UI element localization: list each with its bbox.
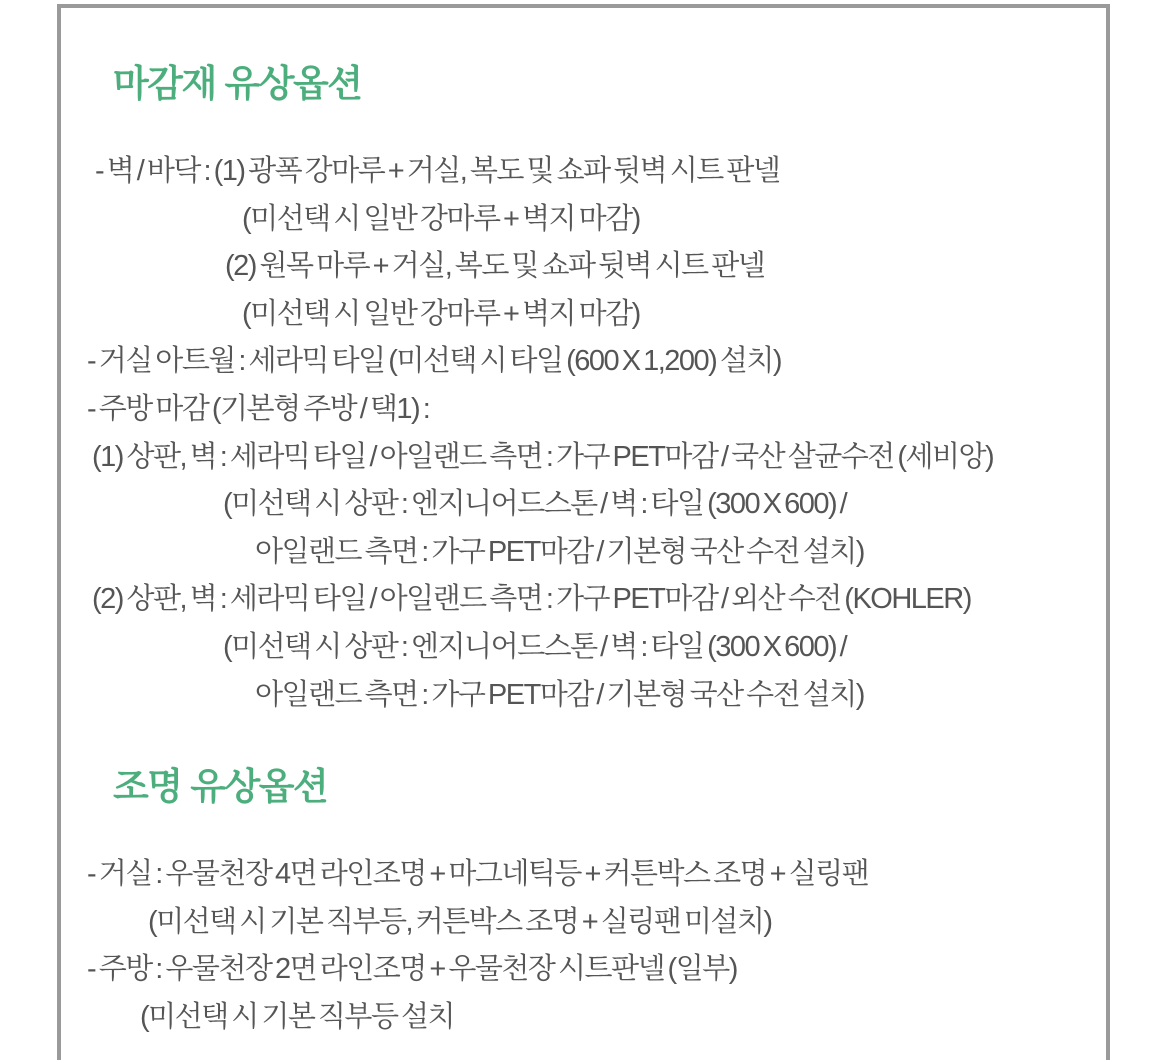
option-line-wall-floor: - 벽 / 바닥 : (1) 광폭 강마루 + 거실, 복도 및 쇼파 뒷벽 시트 판넬 [95, 155, 780, 187]
option-line-kitchen-1: (1) 상판, 벽 : 세라믹 타일 / 아일랜드 측면 : 가구 PET마감 / 국산 살균수전 (세비앙) [92, 440, 994, 473]
option-line-default-note: (미선택 시 기본 직부등 설치 [140, 1000, 455, 1033]
option-line-kitchen-finish: - 주방 마감 (기본형 주방 / 택1) : [87, 392, 430, 425]
option-line-livingroom: - 거실 : 우물천장 4면 라인조명 + 마그네틱등 + 커튼박스 조명 + 실링팬 [87, 858, 869, 890]
option-line-kitchen: - 주방 : 우물천장 2면 라인조명 + 우물천장 시트판넬 (일부) [87, 953, 737, 986]
option-line-artwall: - 거실 아트월 : 세라믹 타일 (미선택 시 타일 (600 X 1,200) 설치) [87, 345, 782, 378]
option-line-default-note-cont: 아일랜드 측면 : 가구 PET마감 / 기본형 국산 수전 설치) [255, 535, 864, 568]
option-line-default-note: (미선택 시 상판 : 엔지니어드스톤 / 벽 : 타일 (300 X 600) / [223, 488, 847, 521]
section-heading-lighting: 조명 유상옵션 [113, 766, 328, 807]
option-line-default-note: (미선택 시 일반 강마루 + 벽지 마감) [242, 202, 640, 235]
section-body-lighting [61, 851, 1106, 1041]
option-line-default-note: (미선택 시 기본 직부등, 커튼박스 조명 + 실링팬 미설치) [148, 905, 772, 938]
option-line-wood-floor: (2) 원목 마루 + 거실, 복도 및 쇼파 뒷벽 시트 판넬 [225, 250, 765, 283]
option-line-default-note: (미선택 시 일반 강마루 + 벽지 마감) [242, 297, 640, 330]
option-line-default-note-cont: 아일랜드 측면 : 가구 PET마감 / 기본형 국산 수전 설치) [255, 678, 864, 711]
option-line-default-note: (미선택 시 상판 : 엔지니어드스톤 / 벽 : 타일 (300 X 600) / [223, 630, 847, 663]
section-body-finishing-materials [61, 148, 1106, 719]
option-line-kitchen-2: (2) 상판, 벽 : 세라믹 타일 / 아일랜드 측면 : 가구 PET마감 / 외산 수전 (KOHLER) [92, 583, 971, 616]
section-heading-finishing-materials: 마감재 유상옵션 [113, 63, 362, 104]
